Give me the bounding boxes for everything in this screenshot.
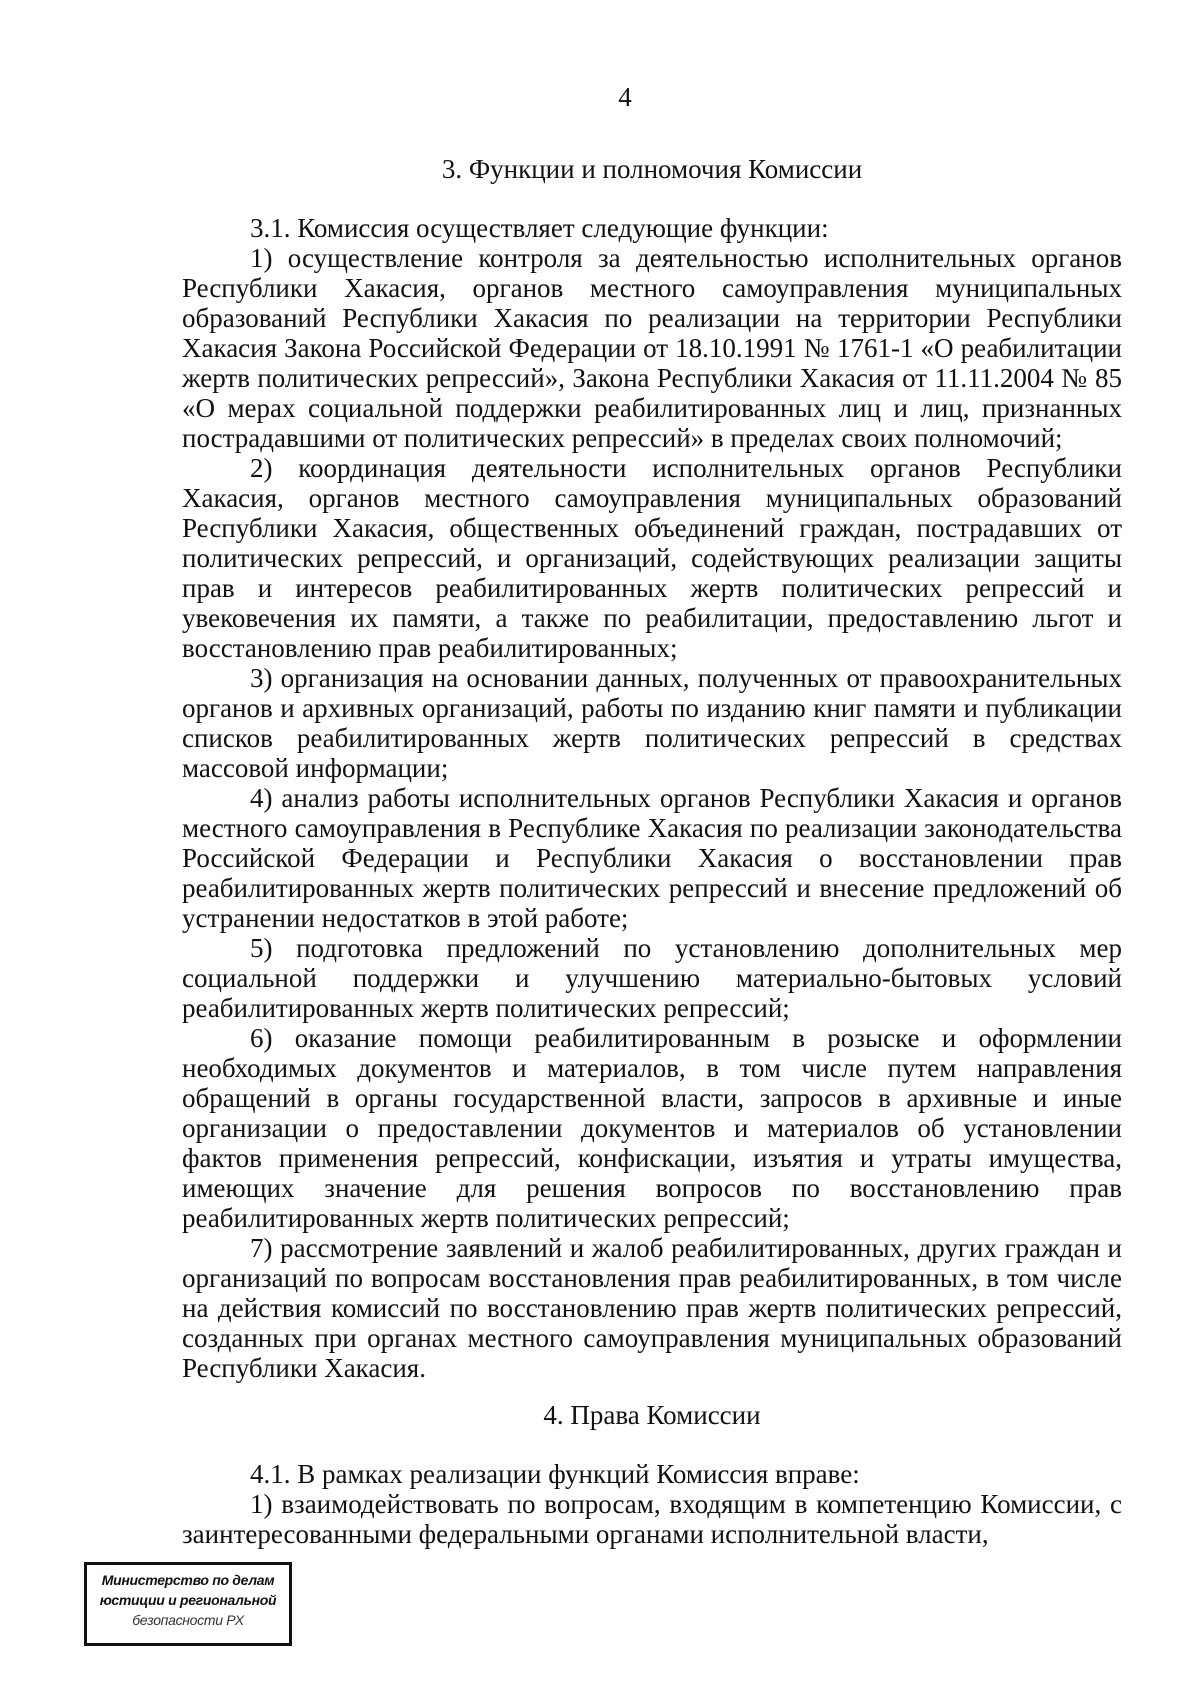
ministry-stamp: [84, 1562, 292, 1646]
section-3-heading: 3. Функции и полномочия Комиссии: [441, 154, 863, 184]
right-item-1: 1) взаимодействовать по вопросам, входящим в компетенцию Комиссии, с заинтересованными федеральными органами исполнительной власти,: [182, 1489, 1122, 1549]
clause-3-1: 3.1. Комиссия осуществляет следующие функции:: [250, 213, 829, 243]
clause-4-1: 4.1. В рамках реализации функций Комиссия вправе:: [250, 1459, 860, 1489]
function-item-2: 2) координация деятельности исполнительных органов Республики Хакасия, органов местного самоуправления муниципальных образований Республики Хакасия, общественных объединений граждан, пострадавших от политических репрессий, и организаций, содействующих реализации защиты прав и интересов реабилитированных жертв политических репрессий и увековечения их памяти, а также по реабилитации, предоставлению льгот и восстановлению прав реабилитированных;: [182, 453, 1122, 663]
function-item-5: 5) подготовка предложений по установлению дополнительных мер социальной поддержки и улучшению материально-бытовых условий реабилитированных жертв политических репрессий;: [182, 933, 1122, 1023]
section-3-body: [182, 213, 1122, 1383]
stamp-line-1: Министерство по делам: [101, 1572, 275, 1588]
function-item-1: 1) осуществление контроля за деятельностью исполнительных органов Республики Хакасия, органов местного самоуправления муниципальных образований Республики Хакасия по реализации на территории Республики Хакасия Закона Российской Федерации от 18.10.1991 № 1761-1 «О реабилитации жертв политических репрессий», Закона Республики Хакасия от 11.11.2004 № 85 «О мерах социальной поддержки реабилитированных лиц и лиц, признанных пострадавшими от политических репрессий» в пределах своих полномочий;: [182, 243, 1122, 453]
section-4-body: [182, 1459, 1122, 1549]
function-item-3: 3) организация на основании данных, полученных от правоохранительных органов и архивных организаций, работы по изданию книг памяти и публикации списков реабилитированных жертв политических репрессий в средствах массовой информации;: [182, 663, 1122, 783]
function-item-4: 4) анализ работы исполнительных органов Республики Хакасия и органов местного самоуправления в Республике Хакасия по реализации законодательства Российской Федерации и Республики Хакасия о восстановлении прав реабилитированных жертв политических репрессий и внесение предложений об устранении недостатков в этой работе;: [182, 783, 1122, 933]
stamp-line-2: юстиции и региональной: [99, 1592, 277, 1608]
function-item-6: 6) оказание помощи реабилитированным в розыске и оформлении необходимых документов и материалов, в том числе путем направления обращений в органы государственной власти, запросов в архивные и иные организации о предоставлении документов и материалов об установлении фактов применения репрессий, конфискации, изъятия и утраты имущества, имеющих значение для решения вопросов по восстановлению прав реабилитированных жертв политических репрессий;: [182, 1023, 1122, 1233]
page-number: 4: [618, 82, 632, 112]
section-4-heading: 4. Права Комиссии: [543, 1400, 761, 1430]
stamp-line-3: безопасности РХ: [132, 1612, 244, 1628]
function-item-7: 7) рассмотрение заявлений и жалоб реабилитированных, других граждан и организаций по вопросам восстановления прав реабилитированных, в том числе на действия комиссий по восстановлению прав жертв политических репрессий, созданных при органах местного самоуправления муниципальных образований Республики Хакасия.: [182, 1233, 1122, 1383]
